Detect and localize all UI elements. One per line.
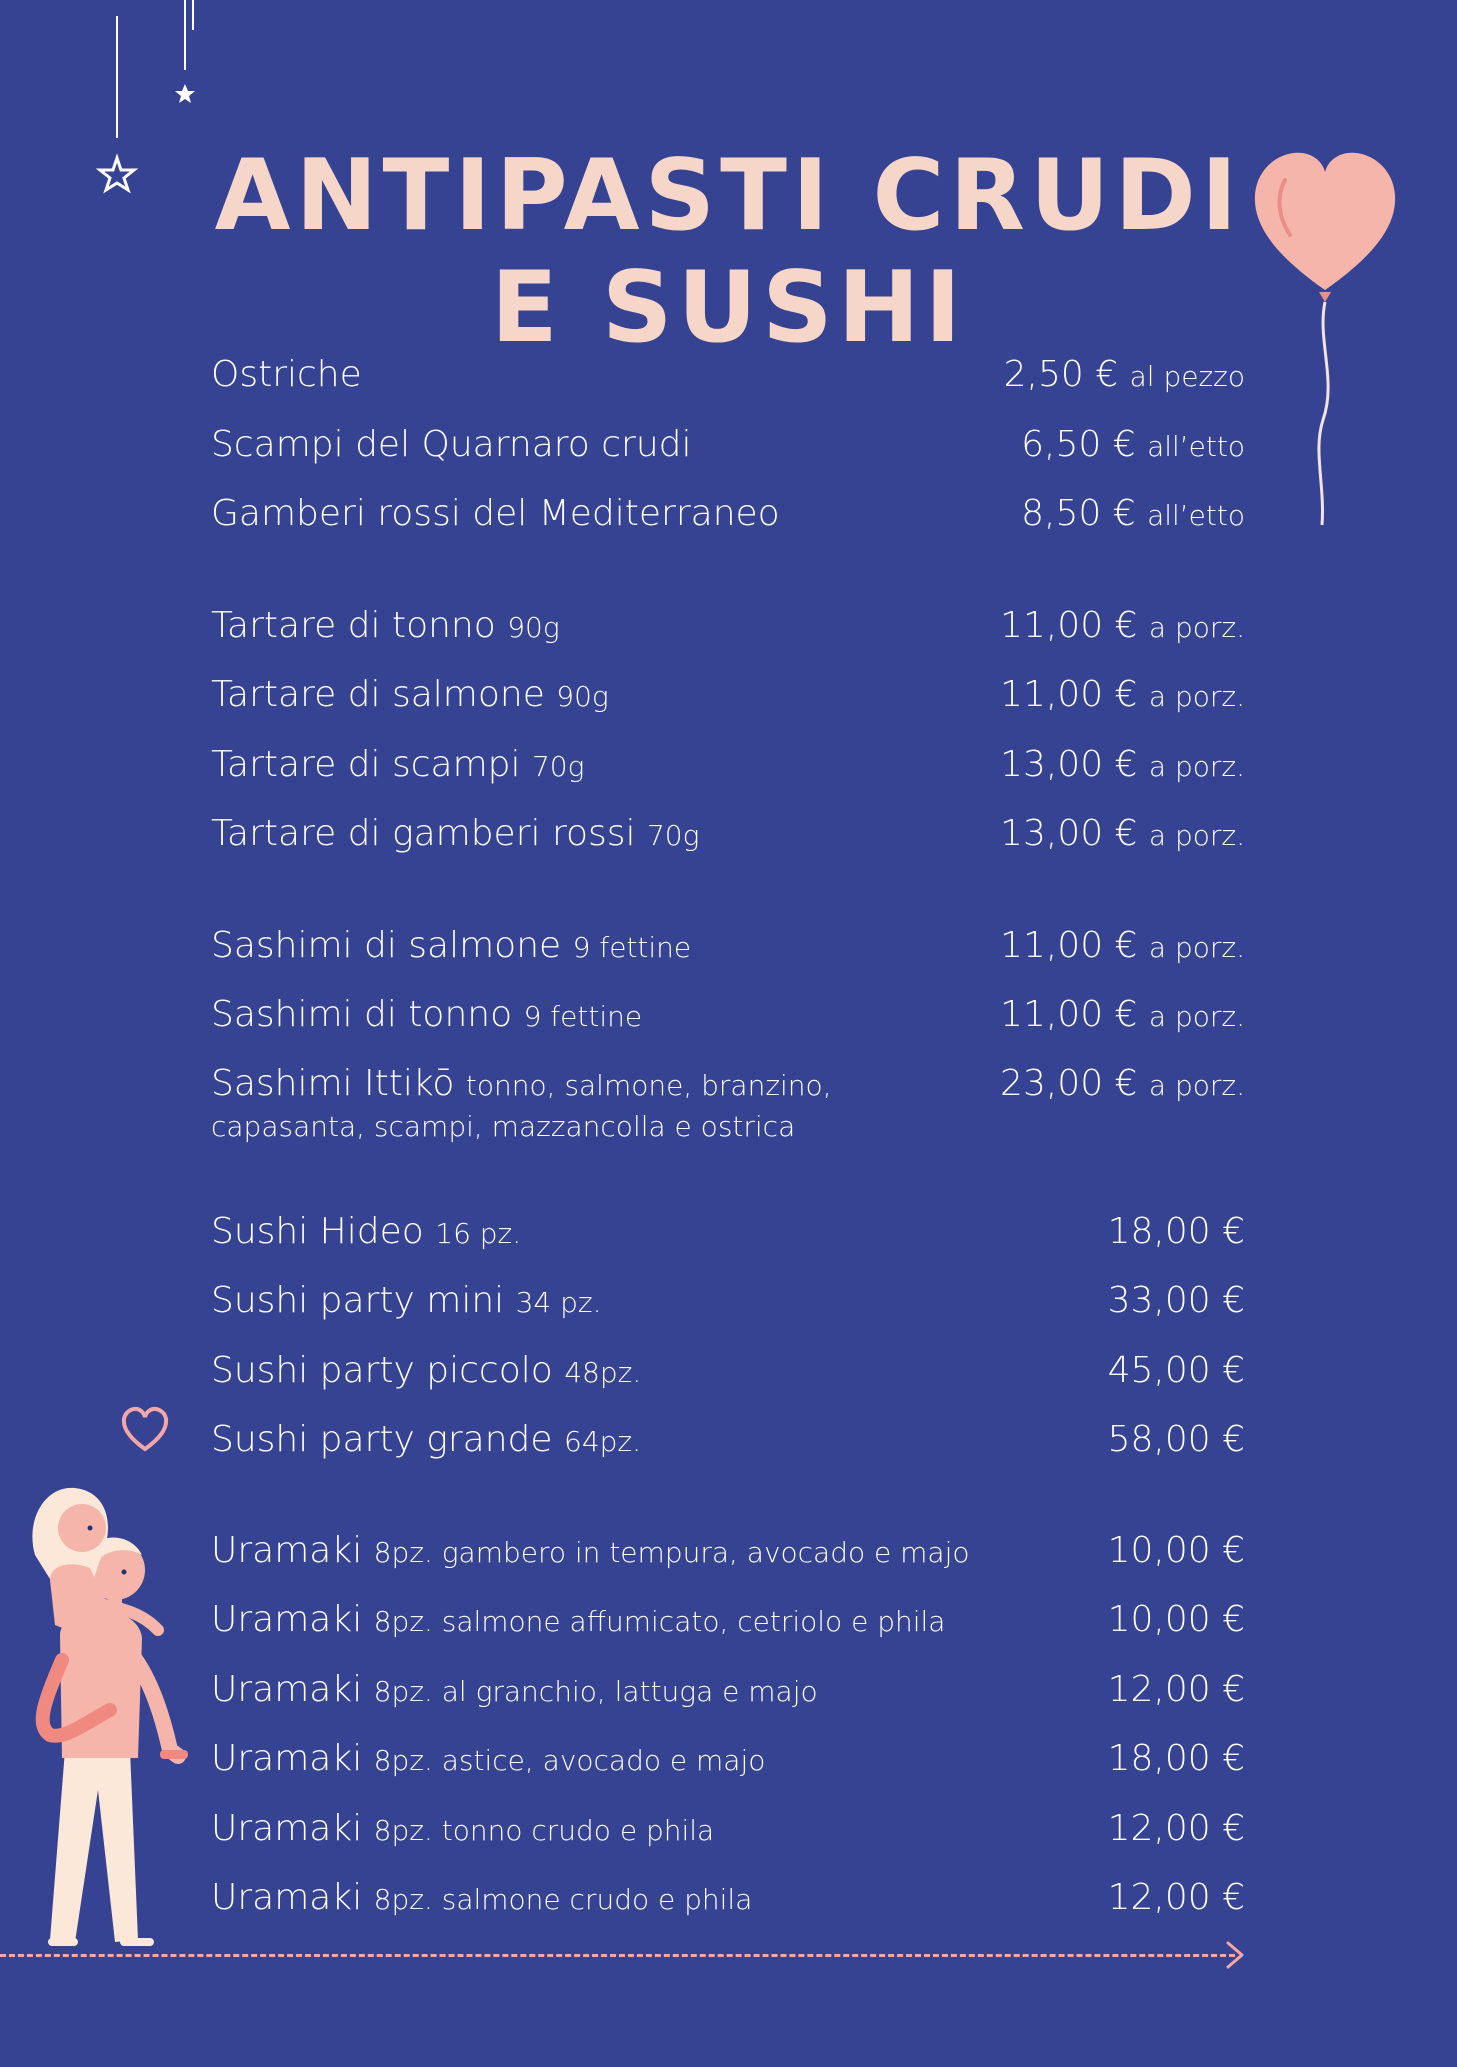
item-unit: a porz. (1148, 750, 1245, 783)
menu-item (211, 1063, 1245, 1147)
item-price: 10,00 € (1107, 1530, 1245, 1571)
item-name: Scampi del Quarnaro crudi (211, 424, 692, 465)
item-name: Uramaki (211, 1599, 363, 1640)
item-detail: 9 fettine (523, 1000, 643, 1033)
item-unit: a porz. (1148, 1069, 1245, 1102)
dashed-arrow-line (0, 1954, 1235, 1957)
item-name: Ostriche (211, 354, 362, 395)
menu-item (211, 744, 1245, 788)
item-price: 23,00 € (1000, 1063, 1138, 1104)
item-price: 33,00 € (1107, 1280, 1245, 1321)
item-detail: 70g (531, 750, 585, 783)
item-price: 10,00 € (1107, 1599, 1245, 1640)
menu-item (211, 1350, 1245, 1394)
menu-item (211, 994, 1245, 1038)
title-line-1: ANTIPASTI CRUDI (214, 139, 1243, 253)
item-detail-line-2: capasanta, scampi, mazzancolla e ostrica (211, 1110, 796, 1143)
item-price: 12,00 € (1107, 1669, 1245, 1710)
item-detail: 8pz. salmone affumicato, cetriolo e phila (373, 1605, 946, 1638)
item-unit: all’etto (1147, 499, 1245, 532)
item-name: Tartare di gamberi rossi (211, 813, 636, 854)
item-price: 13,00 € (1000, 813, 1138, 854)
item-price: 11,00 € (1000, 994, 1138, 1035)
item-detail: 9 fettine (572, 931, 692, 964)
dashed-arrow-icon (1222, 1940, 1252, 1970)
item-price: 2,50 € (1003, 354, 1119, 395)
menu-item (211, 1599, 1245, 1643)
item-unit: al pezzo (1129, 360, 1245, 393)
item-price: 58,00 € (1107, 1419, 1245, 1460)
item-price: 11,00 € (1000, 674, 1138, 715)
item-name: Uramaki (211, 1669, 363, 1710)
item-unit: a porz. (1148, 611, 1245, 644)
item-price: 11,00 € (1000, 925, 1138, 966)
item-unit: a porz. (1148, 1000, 1245, 1033)
menu-item (211, 1419, 1245, 1463)
menu-item (211, 1669, 1245, 1713)
menu-item (211, 354, 1245, 398)
title-line-2: E SUSHI (490, 251, 967, 365)
item-price: 18,00 € (1107, 1738, 1245, 1779)
menu-item (211, 605, 1245, 649)
item-detail: 70g (646, 819, 700, 852)
item-price: 6,50 € (1021, 424, 1136, 465)
item-price: 8,50 € (1021, 493, 1136, 534)
menu-item (211, 674, 1245, 718)
item-detail: 8pz. salmone crudo e phila (373, 1883, 753, 1916)
item-detail: 8pz. astice, avocado e majo (373, 1744, 766, 1777)
item-unit: a porz. (1148, 819, 1245, 852)
item-name: Sushi party piccolo (211, 1350, 553, 1391)
item-price: 11,00 € (1000, 605, 1138, 646)
item-name: Tartare di scampi (211, 744, 521, 785)
menu-item (211, 1808, 1245, 1852)
item-detail: 16 pz. (435, 1217, 522, 1250)
item-unit: all’etto (1147, 430, 1245, 463)
item-unit: a porz. (1148, 931, 1245, 964)
item-name: Uramaki (211, 1530, 363, 1571)
item-name: Gamberi rossi del Mediterraneo (211, 493, 780, 534)
menu-item (211, 1877, 1245, 1921)
page-title (0, 140, 1457, 364)
heart-outline-icon (120, 1405, 170, 1455)
item-name: Uramaki (211, 1808, 363, 1849)
item-detail: 90g (556, 680, 609, 713)
menu-item (211, 493, 1245, 537)
item-name: Sushi Hideo (211, 1211, 424, 1252)
menu-item (211, 1530, 1245, 1574)
item-name: Sashimi di salmone (211, 925, 562, 966)
item-price: 18,00 € (1107, 1211, 1245, 1252)
star-icon (175, 84, 195, 103)
item-price: 13,00 € (1000, 744, 1138, 785)
menu-item (211, 1211, 1245, 1255)
item-price: 45,00 € (1107, 1350, 1245, 1391)
item-detail: 8pz. tonno crudo e phila (373, 1814, 715, 1847)
menu-item (211, 1738, 1245, 1782)
piggyback-couple-illustration (20, 1460, 195, 1960)
item-detail: 8pz. gambero in tempura, avocado e majo (373, 1536, 970, 1569)
item-name: Uramaki (211, 1877, 363, 1918)
item-name: Tartare di salmone (211, 674, 545, 715)
item-detail: 48pz. (564, 1356, 642, 1389)
menu-item (211, 1280, 1245, 1324)
menu-item (211, 813, 1245, 857)
item-name: Sushi party mini (211, 1280, 505, 1321)
item-name: Sashimi di tonno (211, 994, 513, 1035)
item-name: Uramaki (211, 1738, 363, 1779)
menu-item (211, 925, 1245, 969)
item-price: 12,00 € (1107, 1808, 1245, 1849)
item-detail: 8pz. al granchio, lattuga e majo (373, 1675, 818, 1708)
item-detail: 34 pz. (515, 1286, 602, 1319)
item-detail: tonno, salmone, branzino, (465, 1069, 832, 1102)
item-name: Tartare di tonno (211, 605, 496, 646)
item-detail: 90g (507, 611, 560, 644)
item-detail: 64pz. (564, 1425, 641, 1458)
item-name: Sashimi Ittikō (211, 1063, 455, 1104)
item-unit: a porz. (1148, 680, 1245, 713)
item-price: 12,00 € (1107, 1877, 1245, 1918)
menu-item (211, 424, 1245, 468)
item-name: Sushi party grande (211, 1419, 553, 1460)
